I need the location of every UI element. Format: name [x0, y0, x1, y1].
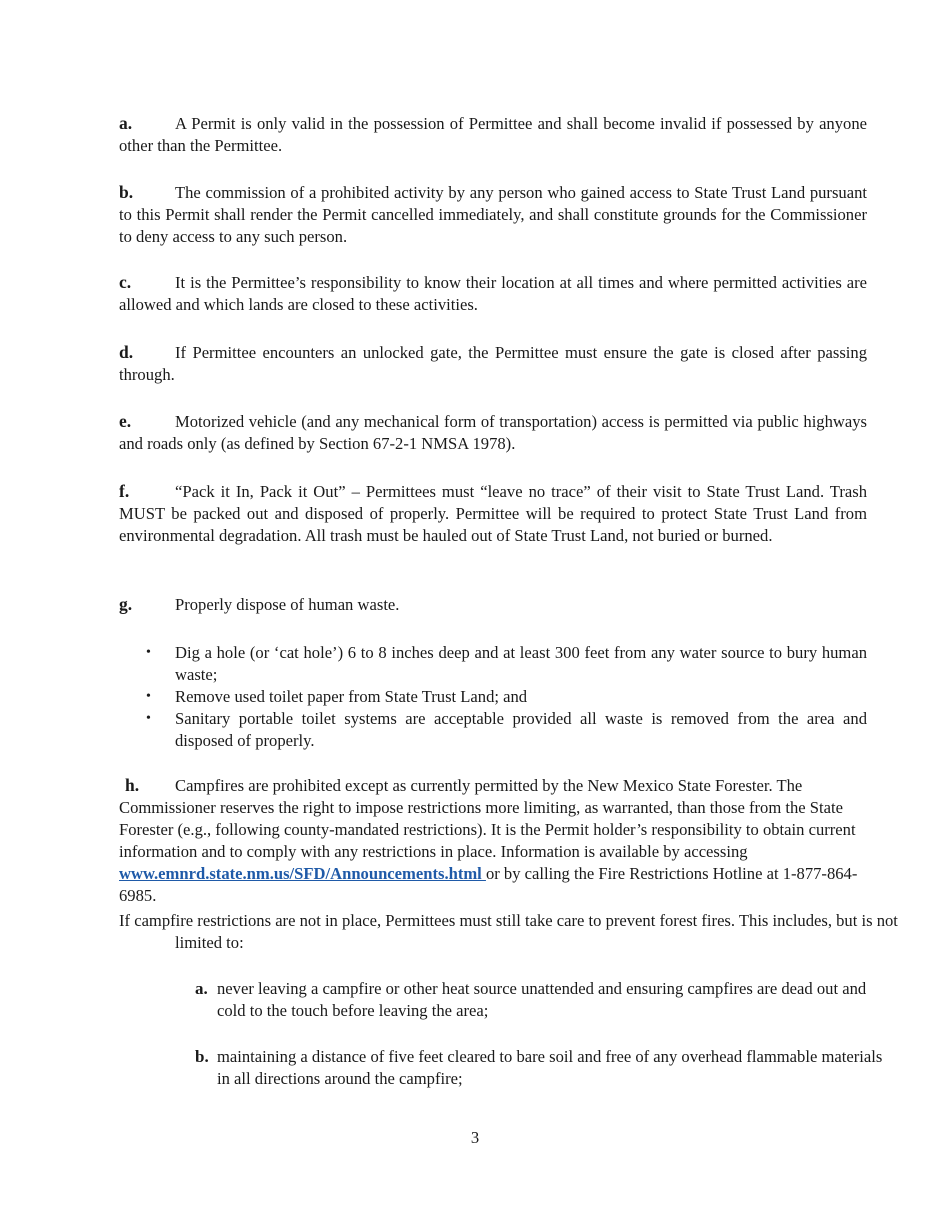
bullet-icon: •	[146, 645, 151, 660]
item-d-label: d.	[119, 342, 134, 362]
subitem-a-label: a.	[195, 979, 208, 998]
item-e	[119, 410, 867, 455]
item-b-label: b.	[119, 182, 134, 202]
waste-bullet-list	[119, 642, 867, 752]
item-e-text: Motorized vehicle (and any mechanical form of transportation) access is permitted via public highways and roads only (as defined by Section 67-2-1 NMSA 1978).	[119, 412, 867, 453]
list-item: • Sanitary portable toilet systems are acceptable provided all waste is removed from the area and disposed of properly.	[146, 709, 867, 750]
item-e-label: e.	[119, 411, 132, 431]
subitem-b-text: maintaining a distance of five feet cleared to bare soil and free of any overhead flammable materials in all directions around the campfire;	[217, 1047, 883, 1088]
subitem-a	[195, 978, 889, 1022]
item-d-text: If Permittee encounters an unlocked gate, the Permittee must ensure the gate is closed after passing through.	[119, 343, 867, 384]
item-f-label: f.	[119, 481, 130, 501]
bullet-icon: •	[146, 689, 151, 704]
list-item: • Remove used toilet paper from State Trust Land; and	[146, 687, 528, 706]
item-c-text: It is the Permittee’s responsibility to know their location at all times and where permitted activities are allowed and which lands are closed to these activities.	[119, 273, 867, 314]
item-h-text-after: or by calling the Fire Restrictions Hotline at 1-877-864-6985.	[119, 864, 858, 905]
item-c-label: c.	[119, 272, 132, 292]
item-h-text: Campfires are prohibited except as currently permitted by the New Mexico State Forester. The Commissioner reserves the right to impose restrictions more limiting, as warranted, than those from the State Forester (e.g., following county-mandated restrictions). It is the Permit holder’s responsibility to obtain current information and to comply with any restrictions in place. Information is available by accessing	[119, 776, 856, 861]
fire-restrictions-link[interactable]: www.emnrd.state.nm.us/SFD/Announcements.html	[119, 864, 486, 883]
item-f-text: “Pack it In, Pack it Out” – Permittees must “leave no trace” of their visit to State Trust Land. Trash MUST be packed out and disposed of properly. Permittee will be required to protect State Trust Land from environmental degradation. All trash must be hauled out of State Trust Land, not buried or burned.	[119, 482, 867, 545]
page-number: 3	[470, 1128, 480, 1147]
item-a-text: A Permit is only valid in the possession of Permittee and shall become invalid if possessed by anyone other than the Permittee.	[119, 114, 867, 155]
item-h-label: h.	[125, 775, 140, 795]
item-g-text: Properly dispose of human waste.	[175, 595, 400, 614]
subitem-a-text: never leaving a campfire or other heat source unattended and ensuring campfires are dead out and cold to the touch before leaving the area;	[217, 979, 867, 1020]
item-c	[119, 271, 867, 316]
item-g-label: g.	[119, 594, 133, 614]
subitem-b	[195, 1046, 889, 1090]
item-b	[119, 181, 867, 248]
item-g	[119, 593, 867, 616]
item-f	[119, 480, 867, 547]
item-b-text: The commission of a prohibited activity by any person who gained access to State Trust Land pursuant to this Permit shall render the Permit cancelled immediately, and shall constitute grounds for the Commissioner to deny access to any such person.	[119, 183, 867, 246]
item-d	[119, 341, 867, 386]
list-item: • Dig a hole (or ‘cat hole’) 6 to 8 inches deep and at least 300 feet from any water source to bury human waste;	[146, 643, 867, 684]
bullet-icon: •	[146, 711, 151, 726]
restrictions-intro: If campfire restrictions are not in place, Permittees must still take care to prevent forest fires. This includes, but is not limited to:	[119, 911, 898, 952]
item-a-label: a.	[119, 113, 133, 133]
item-h	[119, 774, 867, 907]
subitem-b-label: b.	[195, 1047, 209, 1066]
item-a	[119, 112, 867, 157]
